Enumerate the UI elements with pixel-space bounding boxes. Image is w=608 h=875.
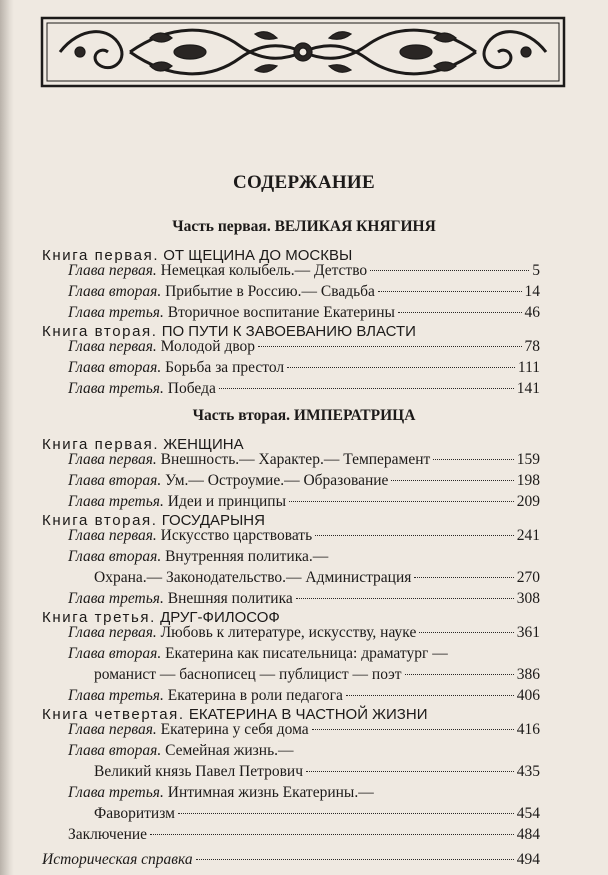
chapter-label: Глава третья.	[68, 304, 164, 321]
page-number: 494	[516, 851, 540, 868]
page-number: 454	[516, 805, 540, 822]
chapter-label: Глава первая.	[68, 624, 157, 641]
page-number: 361	[516, 624, 540, 641]
page-number: 484	[516, 826, 540, 843]
chapter-label: Глава вторая.	[68, 472, 162, 489]
toc-title: СОДЕРЖАНИЕ	[233, 172, 375, 193]
page-number: 241	[516, 527, 540, 544]
page-number: 111	[517, 359, 540, 376]
page-number: 416	[516, 721, 540, 738]
chapter-label: Глава первая.	[68, 721, 157, 738]
ornamental-headpiece	[40, 16, 566, 88]
entry-text: Идеи и принципы	[167, 493, 286, 510]
dot-leader	[419, 632, 513, 633]
dot-leader	[405, 674, 514, 675]
page-number: 308	[516, 590, 540, 607]
toc-entry	[68, 527, 540, 549]
chapter-label: Глава первая.	[68, 451, 157, 468]
book-name: ПО ПУТИ К ЗАВОЕВАНИЮ ВЛАСТИ	[161, 323, 416, 340]
book-name: ГОСУДАРЫНЯ	[161, 512, 265, 529]
entry-text: Заключение	[68, 826, 148, 843]
entry-text: Екатерина в роли педагога	[167, 687, 343, 704]
entry-text: Внешняя политика	[167, 590, 293, 607]
entry-text: Прибытие в Россию.— Свадьба	[165, 283, 375, 300]
page-number: 46	[524, 304, 540, 321]
entry-text: Историческая справка	[42, 851, 193, 868]
entry-text: Екатерина как писательница: драматург —	[165, 645, 448, 662]
chapter-label: Глава третья.	[68, 493, 164, 510]
toc-entry-appendix	[42, 851, 540, 873]
book-name: ДРУГ-ФИЛОСОФ	[160, 609, 280, 626]
chapter-label: Глава первая.	[68, 338, 157, 355]
entry-text: Екатерина у себя дома	[160, 721, 309, 738]
dot-leader	[178, 813, 514, 814]
page-number: 159	[516, 451, 540, 468]
book-name: ОТ ЩЕЦИНА ДО МОСКВЫ	[163, 247, 353, 264]
part-title-2: Часть вторая. ИМПЕРАТРИЦА	[192, 407, 416, 424]
page-number: 5	[532, 262, 540, 279]
dot-leader	[414, 577, 513, 578]
dot-leader	[391, 480, 513, 481]
dot-leader	[289, 501, 514, 502]
toc-entry-continuation	[94, 805, 540, 827]
entry-text: Интимная жизнь Екатерины.—	[167, 784, 374, 801]
dot-leader	[370, 270, 529, 271]
page-number: 14	[524, 283, 540, 300]
chapter-label: Глава вторая.	[68, 548, 162, 565]
entry-text: Любовь к литературе, искусству, науке	[160, 624, 417, 641]
dot-leader	[219, 388, 514, 389]
page-gutter-shadow	[0, 0, 14, 875]
book-name: ЕКАТЕРИНА В ЧАСТНОЙ ЖИЗНИ	[188, 706, 428, 723]
toc-entry	[68, 380, 540, 402]
chapter-label: Глава вторая.	[68, 283, 162, 300]
entry-text: Борьба за престол	[165, 359, 285, 376]
toc-entry	[68, 451, 540, 473]
chapter-label: Глава первая.	[68, 527, 157, 544]
toc-entry	[68, 721, 540, 743]
dot-leader	[287, 367, 515, 368]
entry-text: Ум.— Остроумие.— Образование	[165, 472, 389, 489]
chapter-label: Глава первая.	[68, 262, 157, 279]
book-label: Книга первая.	[42, 436, 160, 453]
dot-leader	[196, 859, 514, 860]
toc-entry	[68, 742, 540, 764]
toc-entry	[68, 548, 540, 570]
dot-leader	[296, 598, 514, 599]
chapter-label: Глава третья.	[68, 687, 164, 704]
toc-entry	[68, 645, 540, 667]
book-label: Книга вторая.	[42, 323, 158, 340]
book-label: Книга третья.	[42, 609, 156, 626]
entry-text: Внутренняя политика.—	[165, 548, 329, 565]
entry-text: Семейная жизнь.—	[165, 742, 294, 759]
dot-leader	[433, 459, 513, 460]
toc-entry-continuation	[94, 763, 540, 785]
toc-entry	[68, 283, 540, 305]
entry-text: Великий князь Павел Петрович	[94, 763, 304, 780]
toc-entry	[68, 784, 540, 806]
toc-entry	[68, 262, 540, 284]
toc-entry	[68, 338, 540, 360]
page-number: 435	[516, 763, 540, 780]
book-label: Книга вторая.	[42, 512, 158, 529]
part-title-1: Часть первая. ВЕЛИКАЯ КНЯГИНЯ	[172, 218, 436, 235]
book-label: Книга четвертая.	[42, 706, 185, 723]
page-number: 386	[516, 666, 540, 683]
toc-entry	[68, 359, 540, 381]
chapter-label: Глава третья.	[68, 590, 164, 607]
page-number: 270	[516, 569, 540, 586]
dot-leader	[346, 695, 514, 696]
toc-entry	[68, 624, 540, 646]
chapter-label: Глава третья.	[68, 380, 164, 397]
dot-leader	[378, 291, 522, 292]
page-number: 406	[516, 687, 540, 704]
toc-entry-continuation	[94, 666, 540, 688]
entry-text: Немецкая колыбель.— Детство	[160, 262, 368, 279]
chapter-label: Глава третья.	[68, 784, 164, 801]
entry-text: Охрана.— Законодательство.— Администрация	[94, 569, 412, 586]
page-number: 209	[516, 493, 540, 510]
book-label: Книга первая.	[42, 247, 160, 264]
entry-text: Молодой двор	[160, 338, 256, 355]
entry-text: Победа	[167, 380, 216, 397]
toc-entry-conclusion	[68, 826, 540, 848]
dot-leader	[150, 834, 514, 835]
page-number: 198	[516, 472, 540, 489]
dot-leader	[315, 535, 514, 536]
chapter-label: Глава вторая.	[68, 645, 162, 662]
chapter-label: Глава вторая.	[68, 359, 162, 376]
entry-text: Вторичное воспитание Екатерины	[167, 304, 395, 321]
entry-text: Искусство царствовать	[160, 527, 313, 544]
dot-leader	[312, 729, 514, 730]
page-number: 141	[516, 380, 540, 397]
entry-text: Внешность.— Характер.— Темперамент	[160, 451, 431, 468]
dot-leader	[306, 771, 514, 772]
dot-leader	[398, 312, 522, 313]
toc-entry-continuation	[94, 569, 540, 591]
page-number: 78	[524, 338, 540, 355]
entry-text: Фаворитизм	[94, 805, 175, 822]
entry-text: романист — баснописец — публицист — поэт	[94, 666, 402, 683]
book-name: ЖЕНЩИНА	[163, 436, 244, 453]
chapter-label: Глава вторая.	[68, 742, 162, 759]
dot-leader	[258, 346, 521, 347]
toc-entry	[68, 472, 540, 494]
